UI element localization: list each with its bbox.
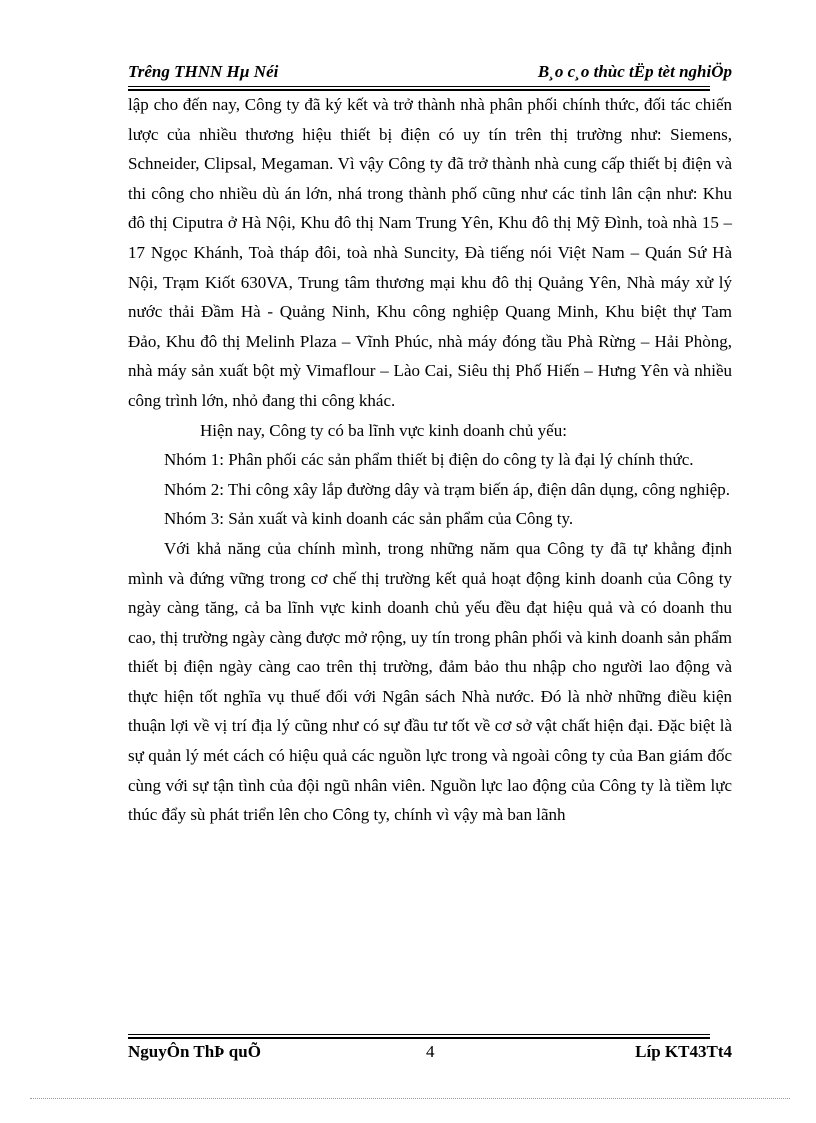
- paragraph-continuation: lập cho đến nay, Công ty đã ký kết và trở thành nhà phân phối chính thức, đối tác chiến lược của nhiều thương hiệu thiết bị điện có uy tín trên thị trường như: Siemens, Schneider, Clipsal, Megaman. Vì vậy Công ty đã trở thành nhà cung cấp thiết bị điện và thi công cho nhiều dù án lớn, nhá trong thành phố cũng như các tỉnh lân cận như: Khu đô thị Ciputra ở Hà Nội, Khu đô thị Nam Trung Yên, Khu đô thị Mỹ Đình, toà nhà 15 – 17 Ngọc Khánh, Toà tháp đôi, toà nhà Suncity, Đà tiếng nói Việt Nam – Quán Sứ Hà Nội, Trạm Kiốt 630VA, Trung tâm thương mại khu đô thị Quảng Yên, Nhà máy xử lý nước thải Đầm Hà - Quảng Ninh, Khu công nghiệp Quang Minh, Khu biệt thự Tam Đảo, Khu đô thị Melinh Plaza – Vĩnh Phúc, nhà máy đóng tầu Phà Rừng – Hải Phòng, nhà máy sản xuất bột mỳ Vimaflour – Lào Cai, Siêu thị Phố Hiến – Hưng Yên và nhiều công trình lớn, nhỏ đang thi công khác.: [128, 95, 732, 410]
- page-number: 4: [426, 1042, 435, 1061]
- paragraph-group-1: Nhóm 1: Phân phối các sản phẩm thiết bị điện do công ty là đại lý chính thức.: [164, 450, 694, 470]
- paragraph-group-2: Nhóm 2: Thi công xây lắp đường dây và trạm biến áp, điện dân dụng, công nghiệp.: [164, 479, 731, 499]
- page-body: [128, 90, 732, 830]
- paragraph-achievements: Với khả năng của chính mình, trong những năm qua Công ty đã tự khẳng định mình và đứng vững trong cơ chế thị trường kết quả hoạt động kinh doanh của Công ty ngày càng tăng, cả ba lĩnh vực kinh doanh chủ yếu đều đạt hiệu quả và có doanh thu cao, thị trường ngày càng được mở rộng, uy tín trong phân phối và kinh doanh sản phẩm thiết bị điện ngày càng cao trên thị trường, đảm bảo thu nhập cho người lao động và thực hiện tốt nghĩa vụ thuế đối với Ngân sách Nhà nước. Đó là nhờ những điều kiện thuận lợi về vị trí địa lý cũng như có sự đầu tư tốt về cơ sở vật chất hiện đại. Đặc biệt là sự quản lý mét cách có hiệu quả các nguồn lực trong và ngoài công ty của Ban giám đốc cùng với sự tận tình của đội ngũ nhân viên. Nguồn lực lao động của Công ty là tiềm lực thúc đẩy sù phát triển lên cho Công ty, chính vì vậy mà ban lãnh: [128, 538, 732, 825]
- header-rule-thin: [128, 86, 710, 87]
- page-header: [128, 58, 732, 88]
- header-school: Trêng THNN Hµ Néi: [128, 62, 279, 81]
- page-bottom-dotted-line: [30, 1098, 790, 1099]
- page-footer: [128, 1040, 732, 1066]
- footer-author: NguyÔn ThÞ quÕ: [128, 1042, 261, 1061]
- header-report-title: B¸o c¸o thùc tËp tèt nghiÖp: [537, 62, 732, 81]
- footer-class: Líp KT43Tt4: [635, 1042, 732, 1061]
- paragraph-business-fields: Hiện nay, Công ty có ba lĩnh vực kinh doanh chủ yếu:: [200, 420, 567, 440]
- footer-rule-thin: [128, 1034, 710, 1035]
- paragraph-group-3: Nhóm 3: Sản xuất và kinh doanh các sản phẩm của Công ty.: [164, 509, 574, 529]
- footer-rule-thick: [128, 1037, 710, 1039]
